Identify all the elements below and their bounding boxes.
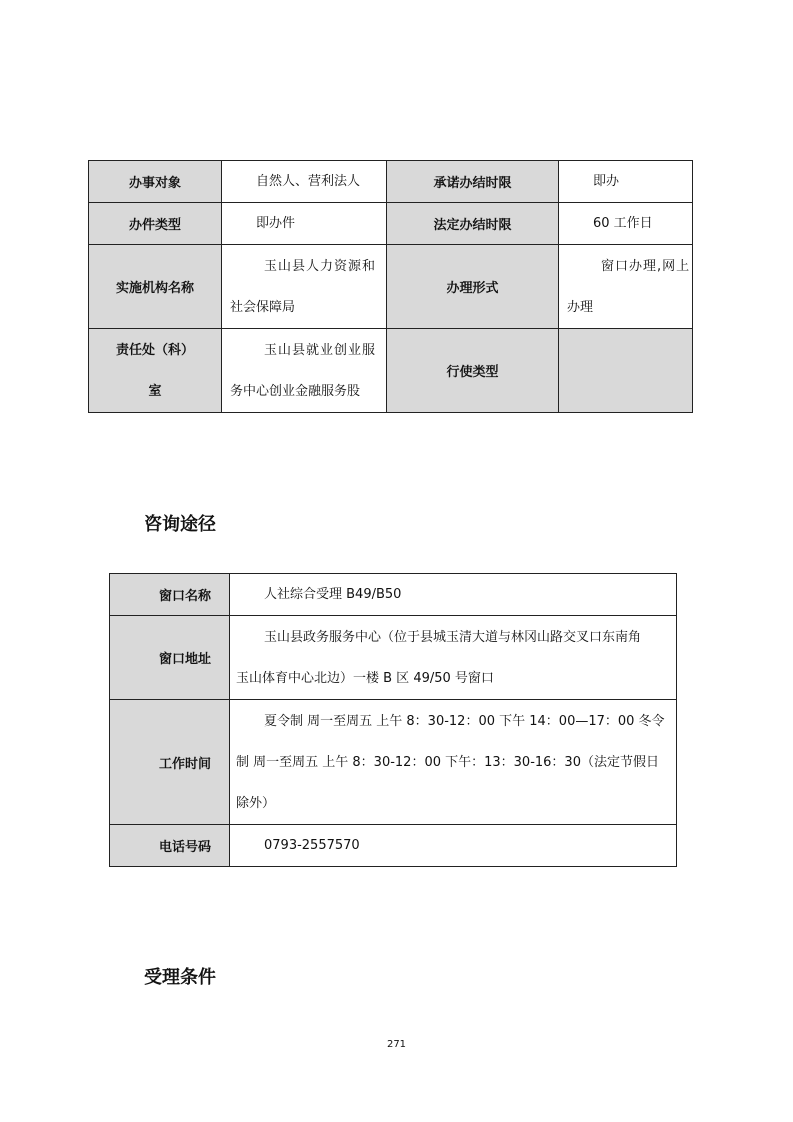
- value-responsible-dept-line1: 玉山县就业创业服: [264, 342, 377, 358]
- label-handling-form: 办理形式: [387, 245, 559, 329]
- label-exercise-type: 行使类型: [387, 329, 559, 413]
- section-title-consultation: 咨询途径: [144, 514, 216, 535]
- value-phone: 0793-2557570: [230, 825, 677, 867]
- label-working-hours: 工作时间: [110, 700, 230, 825]
- value-handling-form: [559, 245, 693, 329]
- value-handling-form-line1: 窗口办理,网上: [601, 258, 691, 274]
- value-working-hours-line1: 夏令制 周一至周五 上午 8：30-12：00 下午 14：00—17：00 冬令: [264, 713, 665, 729]
- section-title-acceptance-conditions: 受理条件: [144, 967, 216, 988]
- label-window-address: 窗口地址: [110, 616, 230, 700]
- value-responsible-dept: [222, 329, 387, 413]
- value-working-hours-line3: 除外）: [236, 795, 276, 811]
- label-promised-time: 承诺办结时限: [387, 161, 559, 203]
- label-target: 办事对象: [89, 161, 222, 203]
- value-exercise-type: [559, 329, 693, 413]
- label-agency: 实施机构名称: [89, 245, 222, 329]
- value-working-hours: [230, 700, 677, 825]
- value-legal-time: 60 工作日: [559, 203, 693, 245]
- value-window-address: [230, 616, 677, 700]
- value-agency-line2: 社会保障局: [230, 299, 296, 315]
- label-window-name: 窗口名称: [110, 574, 230, 616]
- label-responsible-dept-line2: 室: [148, 383, 162, 399]
- value-window-address-line1: 玉山县政务服务中心（位于县城玉清大道与林冈山路交叉口东南角: [264, 629, 642, 645]
- label-case-type: 办件类型: [89, 203, 222, 245]
- value-window-name: 人社综合受理 B49/B50: [230, 574, 677, 616]
- label-legal-time: 法定办结时限: [387, 203, 559, 245]
- consultation-table: [109, 573, 677, 867]
- label-responsible-dept-line1: 责任处（科）: [115, 342, 194, 358]
- value-target: 自然人、营利法人: [222, 161, 387, 203]
- value-working-hours-line2: 制 周一至周五 上午 8：30-12：00 下午：13：30-16：30（法定节假日: [236, 754, 659, 770]
- value-case-type: 即办件: [222, 203, 387, 245]
- page-number: 271: [386, 1039, 407, 1050]
- value-window-address-line2: 玉山体育中心北边）一楼 B 区 49/50 号窗口: [236, 670, 494, 686]
- label-phone: 电话号码: [110, 825, 230, 867]
- value-handling-form-line2: 办理: [567, 299, 594, 315]
- service-info-table: [88, 160, 693, 413]
- value-agency: [222, 245, 387, 329]
- value-responsible-dept-line2: 务中心创业金融服务股: [230, 383, 361, 399]
- value-promised-time: 即办: [559, 161, 693, 203]
- label-responsible-dept: [89, 329, 222, 413]
- value-agency-line1: 玉山县人力资源和: [264, 258, 377, 274]
